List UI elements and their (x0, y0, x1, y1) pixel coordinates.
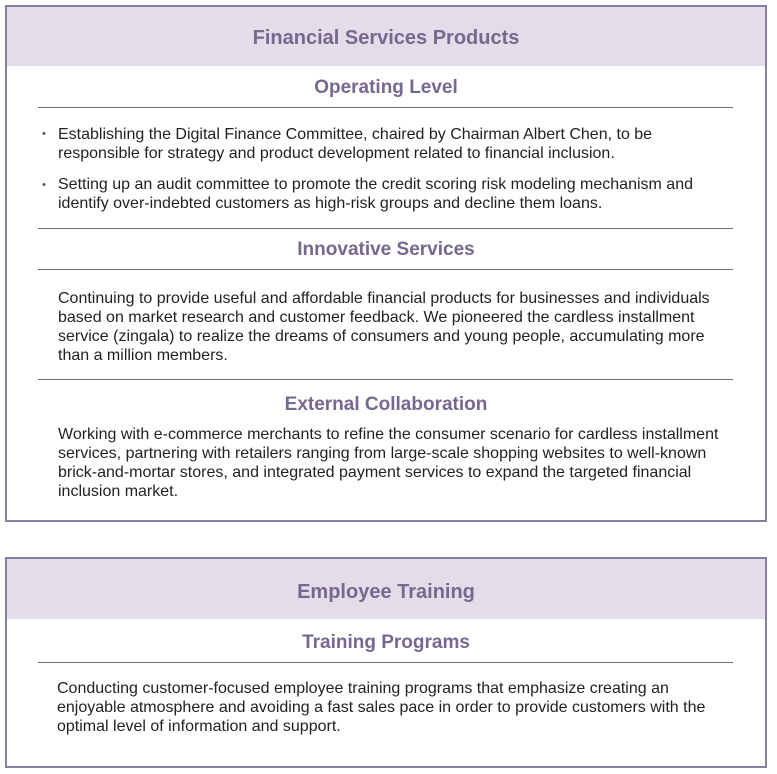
training-programs-title: Training Programs (302, 632, 470, 653)
employee-training-panel (5, 557, 767, 768)
bullet-icon: • (42, 179, 46, 191)
operating-level-bullet-1: Establishing the Digital Finance Committee, chaired by Chairman Albert Chen, to be responsible for strategy and product development related to financial inclusion. (58, 126, 653, 162)
training-programs-divider (38, 662, 733, 663)
training-programs-text: Conducting customer-focused employee training programs that emphasize creating an enjoyable atmosphere and avoiding a fast sales pace in order to provide customers with the optimal level of information and support. (57, 680, 706, 735)
employee-training-header: Employee Training (7, 559, 765, 619)
financial-services-panel (5, 5, 767, 522)
innovative-services-title: Innovative Services (297, 239, 475, 260)
bullet-icon: • (42, 128, 46, 140)
external-collaboration-title: External Collaboration (284, 394, 488, 415)
innovative-services-text: Continuing to provide useful and affordable financial products for businesses and individuals based on market research and customer feedback. We pioneered the cardless installment service (zingala) to realize the dreams of consumers and young people, accumulating more than a million members. (58, 290, 710, 364)
innovative-services-divider (38, 269, 733, 270)
financial-services-header: Financial Services Products (7, 7, 765, 66)
section-divider (38, 379, 733, 380)
operating-level-title: Operating Level (314, 77, 458, 98)
operating-level-divider (38, 107, 733, 108)
section-divider (38, 228, 733, 229)
external-collaboration-text: Working with e-commerce merchants to refine the consumer scenario for cardless installment services, partnering with retailers ranging from large-scale shopping websites to well-known brick-and-mortar stores, and integrated payment services to expand the targeted financial inclusion market. (58, 426, 719, 500)
operating-level-bullet-2: Setting up an audit committee to promote the credit scoring risk modeling mechanism and identify over-indebted customers as high-risk groups and decline them loans. (58, 176, 693, 212)
